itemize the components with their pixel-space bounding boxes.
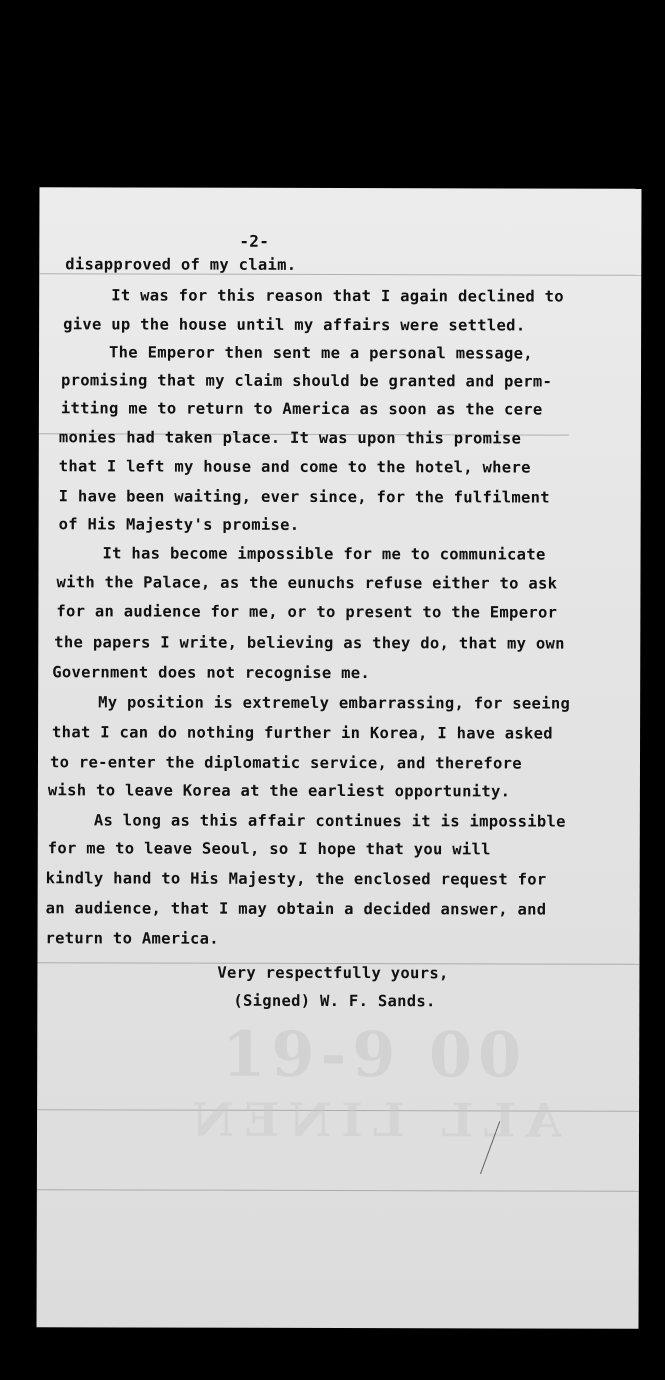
- text-line: As long as this affair continues it is impossible: [93, 811, 566, 831]
- text-line: the papers I write, believing as they do, that my own: [54, 633, 565, 653]
- text-line: for an audience for me, or to present to the Emperor: [56, 602, 558, 622]
- page-number: -2-: [239, 231, 270, 251]
- text-line: I have been waiting, ever since, for the fulfilment: [58, 487, 550, 507]
- signature: (Signed) W. F. Sands.: [233, 991, 436, 1011]
- text-line: itting me to return to America as soon as the cere: [60, 399, 543, 419]
- text-line: The Emperor then sent me a personal message,: [109, 343, 533, 363]
- text-line: that I can do nothing further in Korea, I have asked: [52, 723, 553, 743]
- document-page: [37, 187, 642, 1329]
- text-line: monies had taken place. It was upon this promise: [58, 428, 522, 448]
- pen-stroke-mark: [480, 1121, 521, 1181]
- text-line: of His Majesty's promise.: [58, 515, 300, 534]
- text-line: It has become impossible for me to communicate: [102, 544, 546, 564]
- text-line: Government does not recognise me.: [52, 663, 371, 683]
- watermark-linen: ALL LINEN: [181, 1092, 562, 1148]
- text-line: disapproved of my claim.: [65, 255, 297, 274]
- text-line: It was for this reason that I again declined to: [111, 286, 564, 306]
- text-line: give up the house until my affairs were settled.: [63, 315, 526, 335]
- text-line: to re-enter the diplomatic service, and therefore: [49, 753, 522, 773]
- text-line: promising that my claim should be granted and perm-: [60, 371, 553, 391]
- text-line: wish to leave Korea at the earliest opportunity.: [47, 781, 511, 801]
- text-line: for me to leave Seoul, so I hope that you will: [47, 839, 491, 859]
- text-line: with the Palace, as the eunuchs refuse either to ask: [56, 573, 558, 593]
- closing: Very respectfully yours,: [217, 963, 449, 983]
- paper-rule: [37, 1109, 639, 1112]
- paper-rule: [37, 1189, 639, 1192]
- paper-rule: [39, 273, 641, 276]
- text-line: that I left my house and come to the hotel, where: [58, 457, 531, 477]
- text-line: return to America.: [45, 929, 219, 948]
- text-line: kindly hand to His Majesty, the enclosed request for: [45, 869, 547, 889]
- text-line: an audience, that I may obtain a decided answer, and: [45, 899, 547, 919]
- watermark-date: 19-9 00: [222, 1017, 528, 1092]
- text-line: My position is extremely embarrassing, for seeing: [98, 693, 571, 713]
